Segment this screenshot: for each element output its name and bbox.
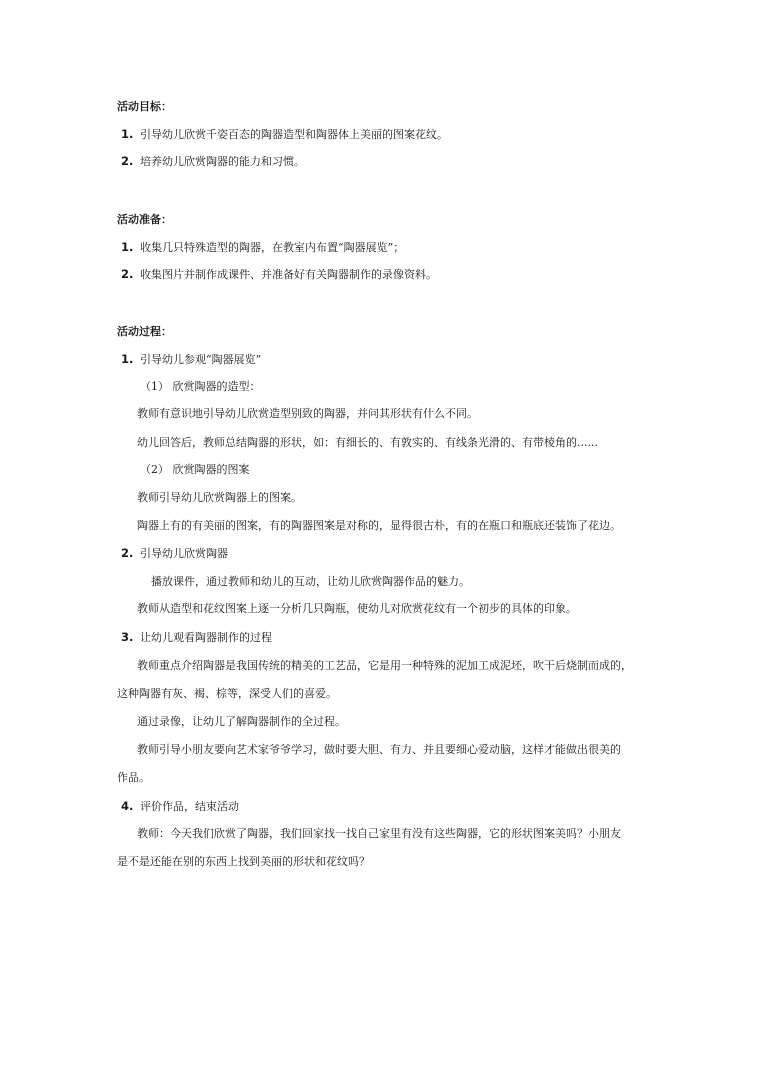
list-number: 2.	[121, 546, 134, 560]
paragraph-line: 教师从造型和花纹图案上逐一分析几只陶瓶，使幼儿对欣赏花纹有一个初步的具体的印象。	[137, 602, 577, 615]
paragraph-line: 这种陶器有灰、褐、棕等，深受人们的喜爱。	[117, 687, 337, 700]
section-heading-goals: 活动目标：	[117, 100, 172, 113]
paragraph-line: 教师引导幼儿欣赏陶器上的图案。	[137, 491, 302, 504]
list-item-text: 收集图片并制作成课件、并准备好有关陶器制作的录像资料。	[140, 268, 437, 281]
paragraph-line: 通过录像，让幼儿了解陶器制作的全过程。	[137, 715, 346, 728]
step-heading	[121, 799, 239, 814]
list-number: 4.	[121, 799, 134, 813]
paragraph-line: 作品。	[117, 771, 150, 784]
list-item-text: 收集几只特殊造型的陶器，在教室内布置“陶器展览”；	[140, 241, 405, 254]
sub-heading: （2） 欣赏陶器的图案	[140, 463, 250, 476]
paragraph-line: 教师：今天我们欣赏了陶器，我们回家找一找自己家里有没有这些陶器，它的形状图案美吗？小朋友	[137, 827, 621, 840]
list-item	[121, 267, 437, 282]
list-item	[121, 127, 448, 142]
sub-heading: （1） 欣赏陶器的造型：	[140, 380, 261, 393]
list-item-text: 引导幼儿欣赏千姿百态的陶器造型和陶器体上美丽的图案花纹。	[140, 128, 448, 141]
list-number: 2.	[121, 267, 134, 281]
list-number: 1.	[121, 352, 134, 366]
list-number: 1.	[121, 240, 134, 254]
step-title: 让幼儿观看陶器制作的过程	[140, 631, 272, 644]
paragraph-line: 幼儿回答后，教师总结陶器的形状，如：有细长的、有敦实的、有线条光滑的、有带棱角的......	[137, 436, 598, 449]
paragraph-line: 教师重点介绍陶器是我国传统的精美的工艺品，它是用一种特殊的泥加工成泥坯，吹干后烧制而成的，	[137, 659, 632, 672]
list-number: 2.	[121, 154, 134, 168]
list-item-text: 培养幼儿欣赏陶器的能力和习惯。	[140, 155, 305, 168]
step-title: 引导幼儿参观“陶器展览”	[140, 353, 262, 366]
step-heading	[121, 546, 228, 561]
paragraph-line: 播放课件，通过教师和幼儿的互动，让幼儿欣赏陶器作品的魅力。	[151, 575, 470, 588]
list-item	[121, 240, 404, 255]
section-heading-preparation: 活动准备：	[117, 213, 172, 226]
step-title: 引导幼儿欣赏陶器	[140, 547, 228, 560]
paragraph-line: 是不是还能在别的东西上找到美丽的形状和花纹吗？	[117, 855, 370, 868]
step-title: 评价作品，结束活动	[140, 800, 239, 813]
section-heading-process: 活动过程：	[117, 325, 172, 338]
step-heading	[121, 352, 261, 367]
paragraph-line: 教师引导小朋友要向艺术家爷爷学习，做时要大胆、有力、并且要细心爱动脑，这样才能做出很美的	[137, 743, 621, 756]
step-heading	[121, 630, 272, 645]
list-number: 1.	[121, 127, 134, 141]
paragraph-line: 教师有意识地引导幼儿欣赏造型别致的陶器，并问其形状有什么不同。	[137, 407, 478, 420]
list-number: 3.	[121, 630, 134, 644]
paragraph-line: 陶器上有的有美丽的图案，有的陶器图案是对称的，显得很古朴，有的在瓶口和瓶底还装饰了花边。	[137, 519, 621, 532]
list-item	[121, 154, 305, 169]
